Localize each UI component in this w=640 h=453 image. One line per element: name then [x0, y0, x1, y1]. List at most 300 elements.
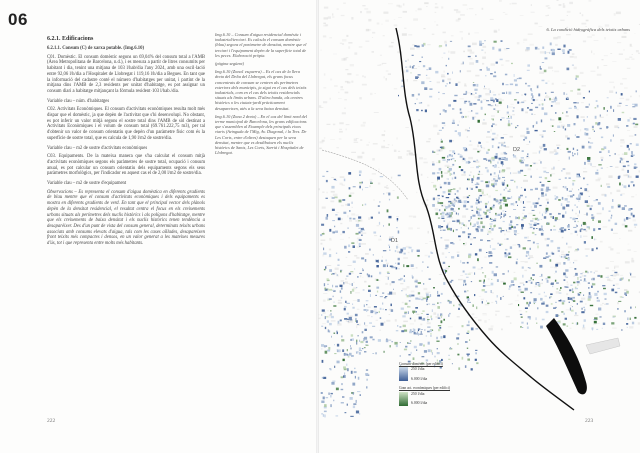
domestic-building [365, 259, 367, 262]
terrain-mark [357, 241, 358, 244]
domestic-building [481, 101, 483, 104]
terrain-mark [384, 130, 386, 132]
domestic-building [521, 322, 523, 324]
terrain-mark [523, 180, 528, 182]
domestic-building [366, 309, 367, 312]
domestic-building [529, 109, 532, 111]
domestic-building [558, 213, 561, 215]
domestic-building [508, 191, 511, 192]
domestic-building [423, 65, 425, 67]
domestic-building [359, 174, 361, 176]
domestic-building [372, 326, 375, 327]
terrain-mark [474, 317, 478, 318]
legend-economic-swatch [399, 392, 408, 406]
domestic-building [564, 279, 566, 281]
economic-building [561, 312, 563, 313]
domestic-building [565, 275, 567, 278]
domestic-building [546, 256, 549, 258]
domestic-building [523, 207, 525, 208]
domestic-building [529, 268, 531, 269]
terrain-mark [330, 201, 334, 203]
domestic-building [486, 67, 488, 69]
domestic-building [388, 277, 389, 280]
domestic-building [488, 104, 491, 105]
economic-building [480, 221, 482, 224]
terrain-mark [351, 213, 355, 215]
terrain-mark [483, 88, 486, 89]
domestic-building [474, 224, 476, 227]
domestic-building [365, 204, 367, 206]
domestic-building [480, 145, 482, 146]
domestic-building [561, 230, 564, 233]
side-note: Img.6.10 – Consum d'aigua residencial domèstic i industrial/terciari. Es calcula el consum domèstic (blau) segons el paràmetre de densitat, mentre que el terciari i l'equipament depèn de la superfície total de les peces. Elaboració pròpia. [215, 32, 307, 58]
domestic-building [584, 309, 585, 311]
economic-building [551, 216, 552, 218]
domestic-building [555, 271, 557, 273]
domestic-building [400, 278, 403, 280]
domestic-building [518, 244, 521, 245]
domestic-building [476, 207, 477, 209]
terrain-mark [432, 34, 435, 35]
economic-building [555, 280, 556, 282]
domestic-building [449, 301, 452, 304]
economic-building [511, 63, 513, 64]
economic-building [514, 99, 517, 100]
domestic-building [553, 167, 554, 170]
domestic-building [446, 207, 448, 209]
terrain-mark [323, 35, 326, 37]
domestic-building [533, 99, 535, 101]
domestic-building [629, 273, 631, 274]
terrain-mark [592, 35, 595, 36]
domestic-building [329, 368, 331, 369]
economic-building [491, 161, 492, 164]
domestic-building [472, 215, 475, 217]
domestic-building [467, 130, 470, 131]
domestic-building [542, 214, 543, 217]
domestic-building [385, 296, 387, 297]
terrain-mark [546, 6, 548, 7]
domestic-building [475, 184, 478, 185]
domestic-building [631, 181, 634, 183]
terrain-mark [332, 13, 333, 15]
domestic-building [584, 241, 586, 244]
terrain-mark [444, 239, 449, 241]
domestic-building [463, 280, 465, 283]
domestic-building [559, 228, 562, 230]
domestic-building [600, 115, 601, 117]
domestic-building [399, 251, 402, 253]
paragraph-observations: Observacions – Es representa el consum d'aigua domèstica en diferents gradients de blau mentre que el consum d'activitats econòmiques i dels equipaments es mostra en diferents gradients de verd. En tant que el principal vector dels plànols depèn de la densitat residencial, el resultat centra el focus en els creixements urbans situats als perímetres dels nuclis històrics i als polígons d'habitatge, mentre que els creixements de baixa densitat i els nuclis històrics tenen tendència a desaparèixer. Des d'un punt de vista del consum general, determinats teixits urbans associats amb consums elevats d'aigua, tals com les cases aïllades, desapareixen front teixits més compactes i densos, en un valor generat a les mateixes mesures d'ús, tot i que representa entre molts més habitants. [47, 189, 205, 247]
domestic-building [443, 191, 446, 193]
domestic-building [537, 282, 540, 283]
domestic-building [418, 298, 420, 299]
domestic-building [414, 346, 417, 348]
domestic-building [361, 228, 364, 230]
economic-building [473, 176, 474, 179]
domestic-building [488, 181, 490, 184]
domestic-building [542, 228, 543, 230]
terrain-mark [520, 261, 524, 262]
domestic-building [587, 272, 588, 274]
domestic-building [632, 104, 635, 105]
terrain-mark [427, 105, 429, 107]
domestic-building [542, 107, 544, 110]
terrain-mark [635, 226, 637, 228]
domestic-building [393, 289, 394, 290]
economic-building [550, 296, 552, 297]
domestic-building [383, 225, 384, 227]
domestic-building [374, 306, 377, 307]
terrain-mark [472, 313, 475, 315]
domestic-building [470, 103, 473, 106]
economic-building [595, 107, 597, 108]
domestic-building [575, 218, 578, 219]
domestic-building [510, 172, 511, 174]
terrain-mark [634, 33, 635, 34]
domestic-building [379, 222, 380, 225]
domestic-building [490, 223, 493, 224]
domestic-building [500, 194, 501, 196]
economic-building [358, 220, 360, 221]
terrain-mark [630, 46, 633, 47]
domestic-building [487, 240, 490, 241]
domestic-building [567, 124, 570, 127]
domestic-building [582, 146, 585, 149]
domestic-building [493, 165, 495, 167]
terrain-mark [574, 315, 578, 316]
domestic-building [572, 288, 573, 291]
domestic-building [591, 206, 593, 207]
domestic-building [530, 189, 533, 191]
economic-building [472, 304, 474, 307]
domestic-building [552, 286, 553, 287]
economic-building [405, 303, 408, 305]
domestic-building [496, 62, 498, 64]
terrain-mark [383, 35, 385, 36]
domestic-building [460, 108, 462, 110]
terrain-mark [577, 215, 579, 217]
domestic-building [448, 159, 449, 161]
domestic-building [551, 105, 553, 107]
terrain-mark [354, 255, 357, 256]
terrain-mark [627, 68, 631, 69]
terrain-mark [321, 243, 323, 245]
domestic-building [572, 218, 575, 220]
domestic-building [572, 299, 573, 301]
domestic-building [510, 220, 512, 223]
terrain-mark [331, 320, 336, 321]
domestic-building [398, 258, 400, 260]
terrain-mark [556, 291, 560, 294]
terrain-mark [498, 167, 500, 168]
terrain-mark [342, 39, 347, 42]
domestic-building [511, 280, 514, 283]
terrain-mark [365, 253, 369, 255]
terrain-mark [456, 11, 460, 13]
terrain-mark [511, 104, 514, 105]
terrain-mark [378, 183, 380, 185]
domestic-building [583, 281, 586, 282]
domestic-building [437, 177, 440, 180]
domestic-building [405, 61, 407, 62]
domestic-building [441, 139, 442, 140]
terrain-mark [478, 319, 482, 321]
terrain-mark [360, 139, 362, 140]
terrain-mark [559, 122, 562, 123]
domestic-building [563, 45, 565, 48]
terrain-mark [386, 185, 388, 186]
terrain-mark [552, 83, 554, 85]
domestic-building [553, 216, 555, 219]
terrain-mark [620, 141, 625, 143]
domestic-building [563, 273, 566, 276]
domestic-building [344, 308, 346, 311]
domestic-building [546, 209, 547, 212]
domestic-building [337, 344, 339, 347]
domestic-building [373, 232, 376, 234]
domestic-building [602, 285, 605, 286]
domestic-building [575, 231, 577, 233]
domestic-building [454, 205, 455, 207]
economic-building [521, 292, 524, 293]
terrain-mark [602, 59, 604, 60]
domestic-building [578, 293, 580, 294]
domestic-building [618, 176, 620, 179]
domestic-building [591, 286, 593, 288]
terrain-mark [373, 199, 375, 200]
terrain-mark [333, 194, 338, 197]
domestic-building [521, 102, 524, 103]
terrain-mark [537, 200, 539, 202]
domestic-building [452, 122, 455, 124]
domestic-building [442, 205, 443, 206]
domestic-building [378, 206, 380, 207]
economic-building [551, 303, 553, 305]
domestic-building [584, 275, 586, 276]
terrain-mark [407, 79, 408, 82]
domestic-building [539, 177, 542, 178]
domestic-building [506, 230, 507, 232]
economic-building [450, 173, 452, 176]
terrain-mark [344, 108, 346, 109]
domestic-building [359, 340, 360, 342]
economic-building [477, 258, 479, 261]
terrain-mark [323, 23, 326, 24]
domestic-building [618, 127, 619, 128]
domestic-building [611, 229, 613, 231]
terrain-mark [485, 52, 487, 54]
domestic-building [448, 314, 449, 317]
domestic-building [597, 297, 599, 299]
domestic-building [521, 227, 523, 230]
economic-building [567, 325, 569, 327]
terrain-mark [620, 83, 623, 85]
terrain-mark [463, 196, 468, 198]
domestic-building [332, 231, 335, 233]
domestic-building [334, 366, 335, 368]
domestic-building [530, 227, 533, 228]
terrain-mark [335, 272, 337, 273]
economic-building [494, 41, 497, 43]
economic-building [389, 345, 391, 347]
terrain-mark [482, 189, 484, 192]
economic-building [441, 171, 442, 174]
domestic-building [521, 219, 523, 220]
domestic-building [519, 78, 522, 80]
terrain-mark [475, 96, 479, 98]
terrain-mark [374, 309, 377, 311]
terrain-mark [443, 32, 446, 34]
economic-building [439, 45, 442, 47]
economic-building [532, 232, 534, 234]
domestic-building [343, 282, 344, 284]
economic-building [503, 283, 506, 285]
economic-building [626, 291, 629, 294]
domestic-building [492, 139, 495, 141]
domestic-building [448, 58, 449, 60]
terrain-mark [423, 162, 427, 164]
domestic-building [448, 182, 451, 185]
terrain-mark [470, 171, 472, 173]
domestic-building [468, 321, 470, 324]
terrain-mark [396, 5, 400, 7]
economic-building [589, 227, 590, 229]
domestic-building [555, 97, 557, 99]
domestic-building [447, 83, 448, 84]
domestic-building [352, 304, 353, 305]
terrain-mark [368, 307, 371, 308]
terrain-mark [495, 124, 497, 126]
domestic-building [485, 206, 487, 209]
domestic-building [490, 174, 491, 176]
domestic-building [635, 135, 637, 136]
terrain-mark [469, 8, 474, 9]
terrain-mark [394, 24, 398, 26]
domestic-building [359, 273, 362, 274]
terrain-mark [403, 257, 408, 259]
domestic-building [557, 49, 560, 50]
domestic-building [330, 395, 332, 398]
domestic-building [593, 228, 595, 231]
terrain-mark [348, 237, 350, 238]
economic-building [499, 206, 502, 209]
domestic-building [617, 308, 619, 310]
terrain-mark [580, 13, 581, 15]
terrain-mark [460, 31, 463, 32]
legend-domestic-swatch [399, 367, 408, 381]
economic-building [366, 345, 369, 346]
domestic-building [467, 262, 469, 264]
domestic-building [530, 292, 532, 293]
domestic-building [389, 340, 392, 341]
terrain-mark [346, 35, 348, 37]
domestic-building [621, 330, 623, 331]
domestic-building [432, 304, 435, 305]
domestic-building [524, 237, 527, 239]
domestic-building [504, 145, 507, 147]
domestic-building [471, 210, 473, 211]
domestic-building [620, 279, 622, 281]
economic-building [620, 296, 622, 298]
domestic-building [462, 262, 465, 263]
terrain-mark [424, 2, 428, 4]
domestic-building [570, 195, 573, 197]
terrain-mark [346, 257, 348, 258]
terrain-mark [338, 98, 342, 99]
terrain-mark [513, 172, 518, 174]
domestic-building [353, 245, 356, 248]
economic-building [447, 167, 448, 168]
domestic-building [455, 177, 457, 179]
domestic-building [455, 83, 457, 86]
domestic-building [547, 222, 548, 224]
domestic-building [549, 297, 550, 299]
domestic-building [541, 226, 543, 228]
domestic-building [478, 197, 480, 200]
domestic-building [443, 335, 445, 338]
chapter-number: 06 [8, 10, 28, 29]
economic-building [634, 317, 636, 319]
terrain-mark [563, 3, 565, 5]
domestic-building [624, 310, 626, 312]
terrain-mark [543, 167, 547, 168]
terrain-mark [591, 71, 596, 72]
terrain-mark [468, 33, 470, 35]
terrain-mark [413, 18, 418, 20]
domestic-building [458, 154, 460, 155]
terrain-mark [567, 15, 568, 16]
economic-building [618, 204, 619, 206]
domestic-building [347, 368, 348, 371]
domestic-building [466, 277, 469, 278]
terrain-mark [407, 153, 408, 155]
domestic-building [481, 50, 483, 51]
domestic-building [533, 301, 536, 303]
terrain-mark [554, 151, 557, 152]
domestic-building [460, 112, 462, 114]
economic-building [603, 107, 605, 110]
domestic-building [453, 172, 455, 174]
domestic-building [476, 186, 478, 188]
terrain-mark [386, 78, 387, 81]
economic-building [404, 349, 407, 351]
domestic-building [576, 226, 578, 227]
economic-building [411, 72, 412, 73]
domestic-building [564, 229, 566, 231]
domestic-building [466, 209, 469, 210]
terrain-mark [506, 60, 510, 61]
domestic-building [334, 344, 335, 345]
terrain-mark [427, 177, 428, 178]
domestic-building [400, 327, 402, 328]
terrain-mark [441, 76, 445, 77]
domestic-building [597, 105, 599, 108]
terrain-mark [470, 52, 475, 54]
domestic-building [510, 84, 513, 86]
domestic-building [413, 65, 415, 66]
domestic-building [400, 249, 403, 252]
economic-building [587, 157, 590, 160]
terrain-mark [572, 188, 573, 190]
terrain-mark [566, 293, 568, 295]
domestic-building [449, 168, 452, 171]
terrain-mark [591, 51, 592, 54]
domestic-building [443, 221, 445, 222]
terrain-mark [457, 316, 460, 317]
terrain-mark [396, 216, 399, 217]
domestic-building [525, 288, 528, 291]
